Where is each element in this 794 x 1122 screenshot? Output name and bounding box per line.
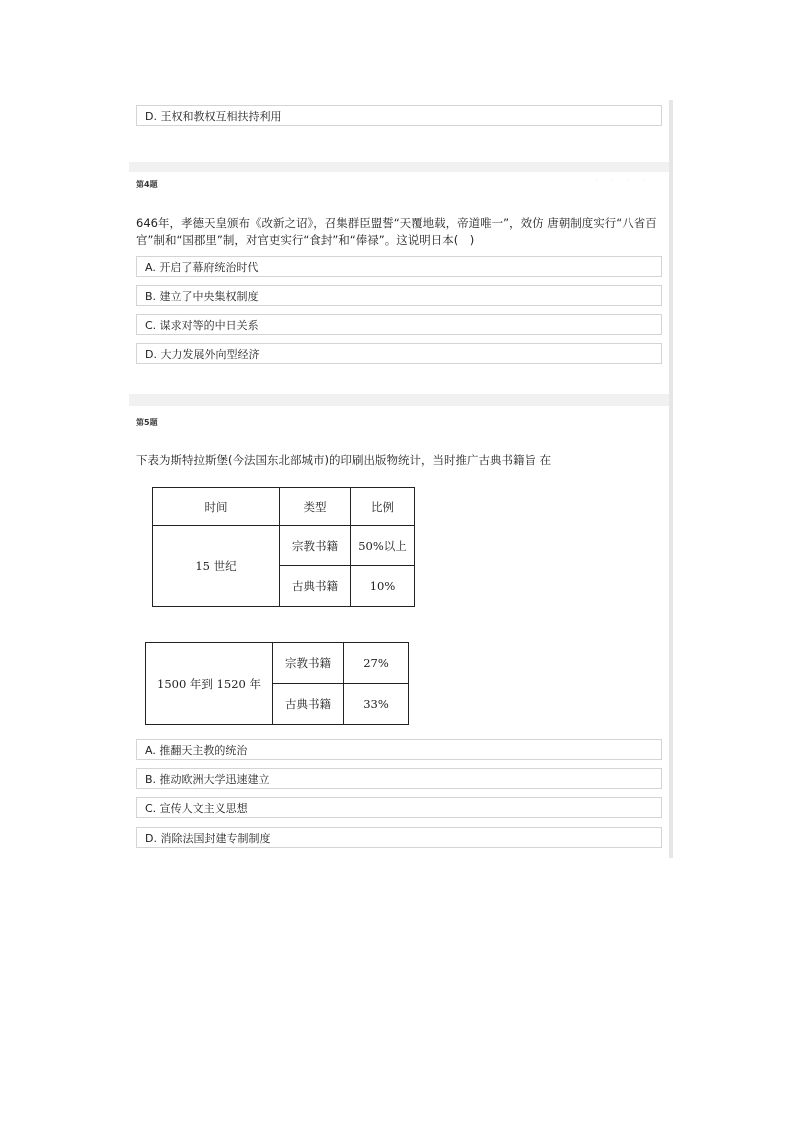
- table-type-cell: 古典书籍: [280, 566, 351, 607]
- table-type-cell: 宗教书籍: [280, 526, 351, 566]
- question-5-card: [129, 406, 669, 858]
- table-ratio-cell: 10%: [351, 566, 415, 607]
- q3-option-d[interactable]: D. 王权和教权互相扶持利用: [136, 105, 662, 126]
- q4-option-c[interactable]: C. 谋求对等的中日关系: [136, 314, 662, 335]
- q5-table-15th-century: [152, 487, 415, 607]
- q5-option-d[interactable]: D. 消除法国封建专制制度: [136, 827, 662, 848]
- q5-option-c[interactable]: C. 宣传人文主义思想: [136, 797, 662, 818]
- card-separator: [129, 162, 669, 172]
- card-separator: [129, 394, 669, 406]
- q5-option-b[interactable]: B. 推动欧洲大学迅速建立: [136, 768, 662, 789]
- table-ratio-cell: 33%: [344, 684, 409, 725]
- q5-stem: 下表为斯特拉斯堡(今法国东北部城市)的印刷出版物统计，当时推广古典书籍旨 在: [136, 453, 552, 467]
- table-header-ratio: 比例: [351, 488, 415, 526]
- q5-number: 第5题: [136, 418, 158, 427]
- table-type-cell: 古典书籍: [273, 684, 344, 725]
- q4-number: 第4题: [136, 180, 158, 189]
- right-scroll-edge: [669, 100, 673, 858]
- table-period-cell: 1500 年到 1520 年: [146, 643, 273, 725]
- table-ratio-cell: 50%以上: [351, 526, 415, 566]
- table-period-cell: 15 世纪: [153, 526, 280, 607]
- q5-option-a[interactable]: A. 推翻天主教的统治: [136, 739, 662, 760]
- table-ratio-cell: 27%: [344, 643, 409, 684]
- table-header-time: 时间: [153, 488, 280, 526]
- table-header-type: 类型: [280, 488, 351, 526]
- faint-marks: · · · ·: [596, 178, 652, 185]
- q5-table-1500-1520: [145, 642, 409, 725]
- q4-stem: 646年，孝德天皇颁布《改新之诏》，召集群臣盟誓“天覆地载，帝道唯一”，效仿 唐朝制度实行“八省百官”制和“国郡里”制，对官吏实行“食封”和“俸禄”。这说明日本( ): [136, 216, 657, 247]
- q4-option-b[interactable]: B. 建立了中央集权制度: [136, 285, 662, 306]
- q4-option-a[interactable]: A. 开启了幕府统治时代: [136, 256, 662, 277]
- table-type-cell: 宗教书籍: [273, 643, 344, 684]
- q4-option-d[interactable]: D. 大力发展外向型经济: [136, 343, 662, 364]
